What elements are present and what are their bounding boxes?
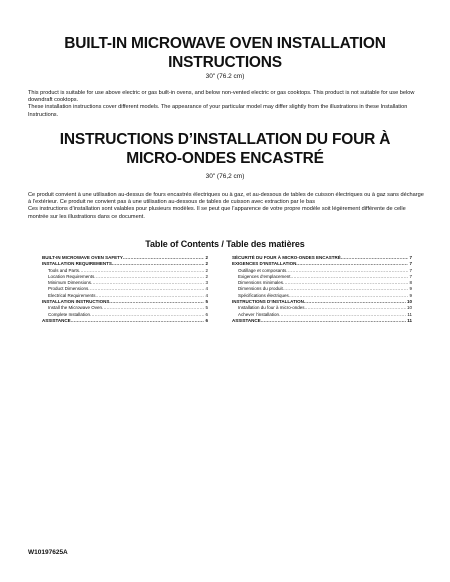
toc-entry-label: SÉCURITÉ DU FOUR À MICRO-ONDES ENCASTRÉ xyxy=(232,255,341,260)
toc-entry-page: 7 xyxy=(409,273,412,279)
toc-entry-page: 4 xyxy=(205,292,208,298)
toc-leader xyxy=(71,318,205,324)
french-size: 30" (76,2 cm) xyxy=(205,173,245,180)
toc-entry-page: 5 xyxy=(205,299,208,305)
french-title xyxy=(0,130,450,168)
toc-entry-label: Dimensions minimales xyxy=(238,280,284,286)
toc-entry-label: Minimum Dimensions xyxy=(48,280,92,286)
toc-entry-label: INSTALLATION REQUIREMENTS xyxy=(42,261,112,267)
toc-entry-label: Installation du four à micro-ondes xyxy=(238,305,305,311)
toc-entry-label: BUILT-IN MICROWAVE OVEN SAFETY xyxy=(42,255,123,260)
toc-entry-page: 9 xyxy=(409,292,412,298)
toc-entry-label: ASSISTANCE xyxy=(42,317,71,323)
french-intro xyxy=(28,192,424,221)
english-title-line2: INSTRUCTIONS xyxy=(168,54,282,71)
toc-title: Table of Contents / Table des matières xyxy=(145,239,305,249)
toc-entry-page: 9 xyxy=(409,286,412,292)
english-intro-para1: This product is suitable for use above electric or gas built-in ovens, and below non-vented electric or gas cooktops. This product is not suitable for use below downdraft cooktops. xyxy=(28,90,415,104)
english-title xyxy=(0,34,450,72)
toc-entry-page: 4 xyxy=(205,286,208,292)
toc-entry-label: INSTRUCTIONS D’INSTALLATION xyxy=(232,299,304,305)
toc-entry[interactable] xyxy=(42,318,208,324)
toc-entry-label: Electrical Requirements xyxy=(48,292,96,298)
french-intro-para1: Ce produit convient à une utilisation au-dessus de fours encastrés électriques ou à gaz, et au-dessous de tables de cuisson électriques ou à gaz sans décharge à l’extérieur. Ce produit ne convient pas à une utilisation au-dessous de tables de cuisson avec extraction par le bas xyxy=(28,192,424,206)
english-intro xyxy=(28,90,424,119)
toc-entry-label: Exigences d’emplacement xyxy=(238,273,291,279)
toc-entry-page: 10 xyxy=(406,299,412,305)
french-title-line2: MICRO-ONDES ENCASTRÉ xyxy=(126,150,324,167)
toc-entry-label: Product Dimensions xyxy=(48,286,89,292)
toc-entry-page: 2 xyxy=(205,261,208,267)
toc-left-column xyxy=(42,255,208,324)
toc-entry[interactable] xyxy=(232,318,412,324)
toc-entry-page: 7 xyxy=(409,255,412,260)
toc-entry-label: Install the Microwave Oven xyxy=(48,305,103,311)
toc-entry-page: 11 xyxy=(407,317,412,323)
toc-entry-label: Tools and Parts xyxy=(48,267,80,273)
toc-entry-page: 7 xyxy=(409,267,412,273)
toc-entry-page: 2 xyxy=(205,267,208,273)
toc-entry-label: Achever l’installation xyxy=(238,311,280,317)
english-intro-para2: These installation instructions cover different models. The appearance of your particular model may differ slightly from the illustrations in these Installation Instructions. xyxy=(28,104,408,118)
toc-entry-page: 6 xyxy=(205,311,208,317)
french-title-line1: INSTRUCTIONS D’INSTALLATION DU FOUR À xyxy=(59,131,391,148)
toc-entry-label: INSTALLATION INSTRUCTIONS xyxy=(42,299,110,305)
french-intro-para2: Ces instructions d’installation sont valables pour plusieurs modèles. Il se peut que l’apparence de votre propre modèle soit légèrement différente de celle montrée sur les illustrations dans ce document. xyxy=(28,206,406,220)
toc-entry-page: 2 xyxy=(205,273,208,279)
toc-entry-page: 5 xyxy=(205,305,208,311)
toc-entry-page: 10 xyxy=(406,305,412,311)
toc-entry-label: Outillage et composants xyxy=(238,267,287,273)
toc-right-column xyxy=(232,255,412,324)
document-code: W10197625A xyxy=(28,549,68,556)
english-size: 30" (76.2 cm) xyxy=(205,73,245,80)
toc-entry-page: 8 xyxy=(409,280,412,286)
toc-entry-page: 2 xyxy=(205,255,208,260)
toc-entry-page: 7 xyxy=(409,261,412,267)
toc-entry-page: 11 xyxy=(407,311,412,317)
toc-entry-label: Location Requirements xyxy=(48,273,95,279)
toc-entry-label: ASSISTANCE xyxy=(232,317,261,323)
toc-leader xyxy=(261,318,407,324)
toc-entry-label: Dimensions du produit xyxy=(238,286,283,292)
toc-entry-label: EXIGENCES D’INSTALLATION xyxy=(232,261,297,267)
toc-entry-page: 3 xyxy=(205,280,208,286)
english-title-line1: BUILT-IN MICROWAVE OVEN INSTALLATION xyxy=(64,35,386,52)
toc-entry-label: Complete Installation xyxy=(48,311,91,317)
toc-entry-label: Spécifications électriques xyxy=(238,292,289,298)
toc-entry-page: 6 xyxy=(205,317,208,323)
